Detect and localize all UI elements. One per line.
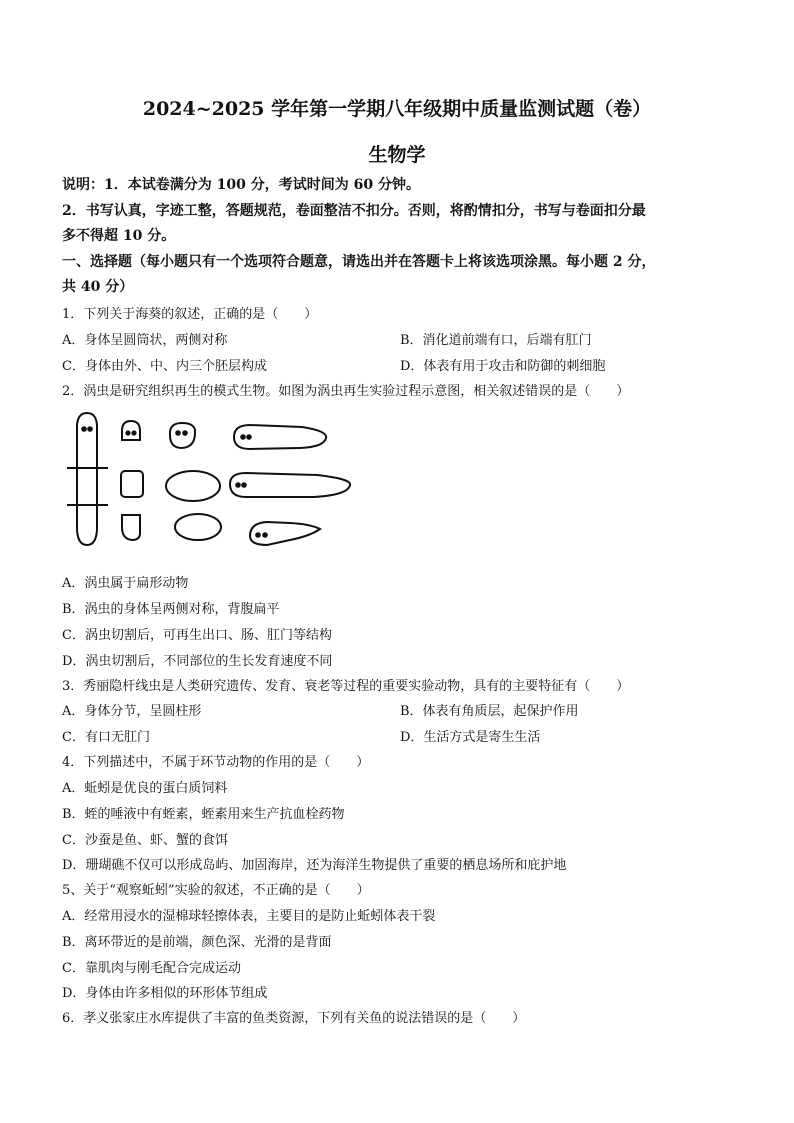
question-5-stem: 5、关于“观察蚯蚓”实验的叙述，不正确的是（ ） xyxy=(62,883,370,898)
question-4-option-c: C．沙蚕是鱼、虾、蟹的食饵 xyxy=(62,833,228,848)
question-2-option-a: A．涡虫属于扁形动物 xyxy=(62,576,189,591)
question-1-stem: 1．下列关于海葵的叙述，正确的是（ ） xyxy=(62,307,318,322)
eye-spot xyxy=(182,430,188,436)
question-4-option-d: D．珊瑚礁不仅可以形成岛屿、加固海岸，还为海洋生物提供了重要的栖息场所和庇护地 xyxy=(62,858,567,873)
question-4-option-a: A．蚯蚓是优良的蛋白质饲料 xyxy=(62,781,228,796)
eye-spot xyxy=(87,426,93,432)
instructions-line-3: 多不得超 10 分。 xyxy=(62,228,176,244)
question-6-stem: 6．孝义张家庄水库提供了丰富的鱼类资源，下列有关鱼的说法错误的是（ ） xyxy=(62,1011,526,1026)
regenerated-planarian-2 xyxy=(230,473,350,497)
eye-spot xyxy=(81,426,87,432)
question-5-option-d: D．身体由许多相似的环形体节组成 xyxy=(62,986,268,1001)
question-5-option-b: B．离环带近的是前端，颜色深、光滑的是背面 xyxy=(62,935,332,950)
question-1-option-c: C．身体由外、中、内三个胚层构成 xyxy=(62,359,267,374)
eye-spot xyxy=(241,482,247,488)
question-3-option-d: D．生活方式是寄生生活 xyxy=(400,730,541,745)
planarian-regeneration-figure xyxy=(62,405,354,555)
section-heading-line-1: 一、选择题（每小题只有一个选项符合题意，请选出并在答题卡上将该选项涂黑。每小题 2 分， xyxy=(62,254,656,270)
exam-title: 2024~2025 学年第一学期八年级期中质量监测试题（卷） xyxy=(142,98,652,120)
question-5-option-c: C．靠肌肉与刚毛配合完成运动 xyxy=(62,961,241,976)
instructions-line-2: 2．书写认真，字迹工整，答题规范，卷面整洁不扣分。否则，将酌情扣分，书写与卷面扣分最 xyxy=(62,203,646,219)
question-5-option-a: A．经常用浸水的湿棉球轻擦体表，主要目的是防止蚯蚓体表干裂 xyxy=(62,909,436,924)
question-1-option-a: A．身体呈圆筒状，两侧对称 xyxy=(62,333,228,348)
question-4-option-b: B．蛭的唾液中有蛭素，蛭素用来生产抗血栓药物 xyxy=(62,807,345,822)
question-3-stem: 3．秀丽隐杆线虫是人类研究遗传、发育、衰老等过程的重要实验动物，具有的主要特征有（ ） xyxy=(62,679,630,694)
eye-spot xyxy=(262,532,268,538)
section-heading-line-2: 共 40 分） xyxy=(62,279,134,295)
eye-spot xyxy=(240,434,246,440)
eye-spot xyxy=(175,430,181,436)
eye-spot xyxy=(235,482,241,488)
question-2-option-b: B．涡虫的身体呈两侧对称，背腹扁平 xyxy=(62,602,280,617)
question-1-option-d: D．体表有用于攻击和防御的刺细胞 xyxy=(400,359,606,374)
eye-spot xyxy=(131,430,136,435)
question-3-option-b: B．体表有角质层，起保护作用 xyxy=(400,704,579,719)
question-3-option-a: A．身体分节，呈圆柱形 xyxy=(62,704,202,719)
regenerating-middle xyxy=(166,471,220,501)
question-3-option-c: C．有口无肛门 xyxy=(62,730,150,745)
subject-title: 生物学 xyxy=(368,144,426,166)
question-4-stem: 4．下列描述中，不属于环节动物的作用的是（ ） xyxy=(62,755,370,770)
regenerated-planarian-3 xyxy=(250,522,320,545)
regenerating-head xyxy=(170,423,195,448)
question-1-option-b: B．消化道前端有口，后端有肛门 xyxy=(400,333,592,348)
tail-fragment xyxy=(122,515,140,540)
instructions-line-1: 说明：1．本试卷满分为 100 分，考试时间为 60 分钟。 xyxy=(62,177,420,193)
question-2-option-d: D．涡虫切割后，不同部位的生长发育速度不同 xyxy=(62,654,333,669)
eye-spot xyxy=(125,430,130,435)
head-fragment xyxy=(122,421,140,440)
middle-fragment xyxy=(121,471,143,497)
question-2-stem: 2．涡虫是研究组织再生的模式生物。如图为涡虫再生实验过程示意图，相关叙述错误的是（ ） xyxy=(62,384,630,399)
regenerating-tail xyxy=(175,514,221,540)
eye-spot xyxy=(246,434,252,440)
planarian-original-body xyxy=(77,413,97,545)
eye-spot xyxy=(255,532,261,538)
question-2-option-c: C．涡虫切割后，可再生出口、肠、肛门等结构 xyxy=(62,628,332,643)
